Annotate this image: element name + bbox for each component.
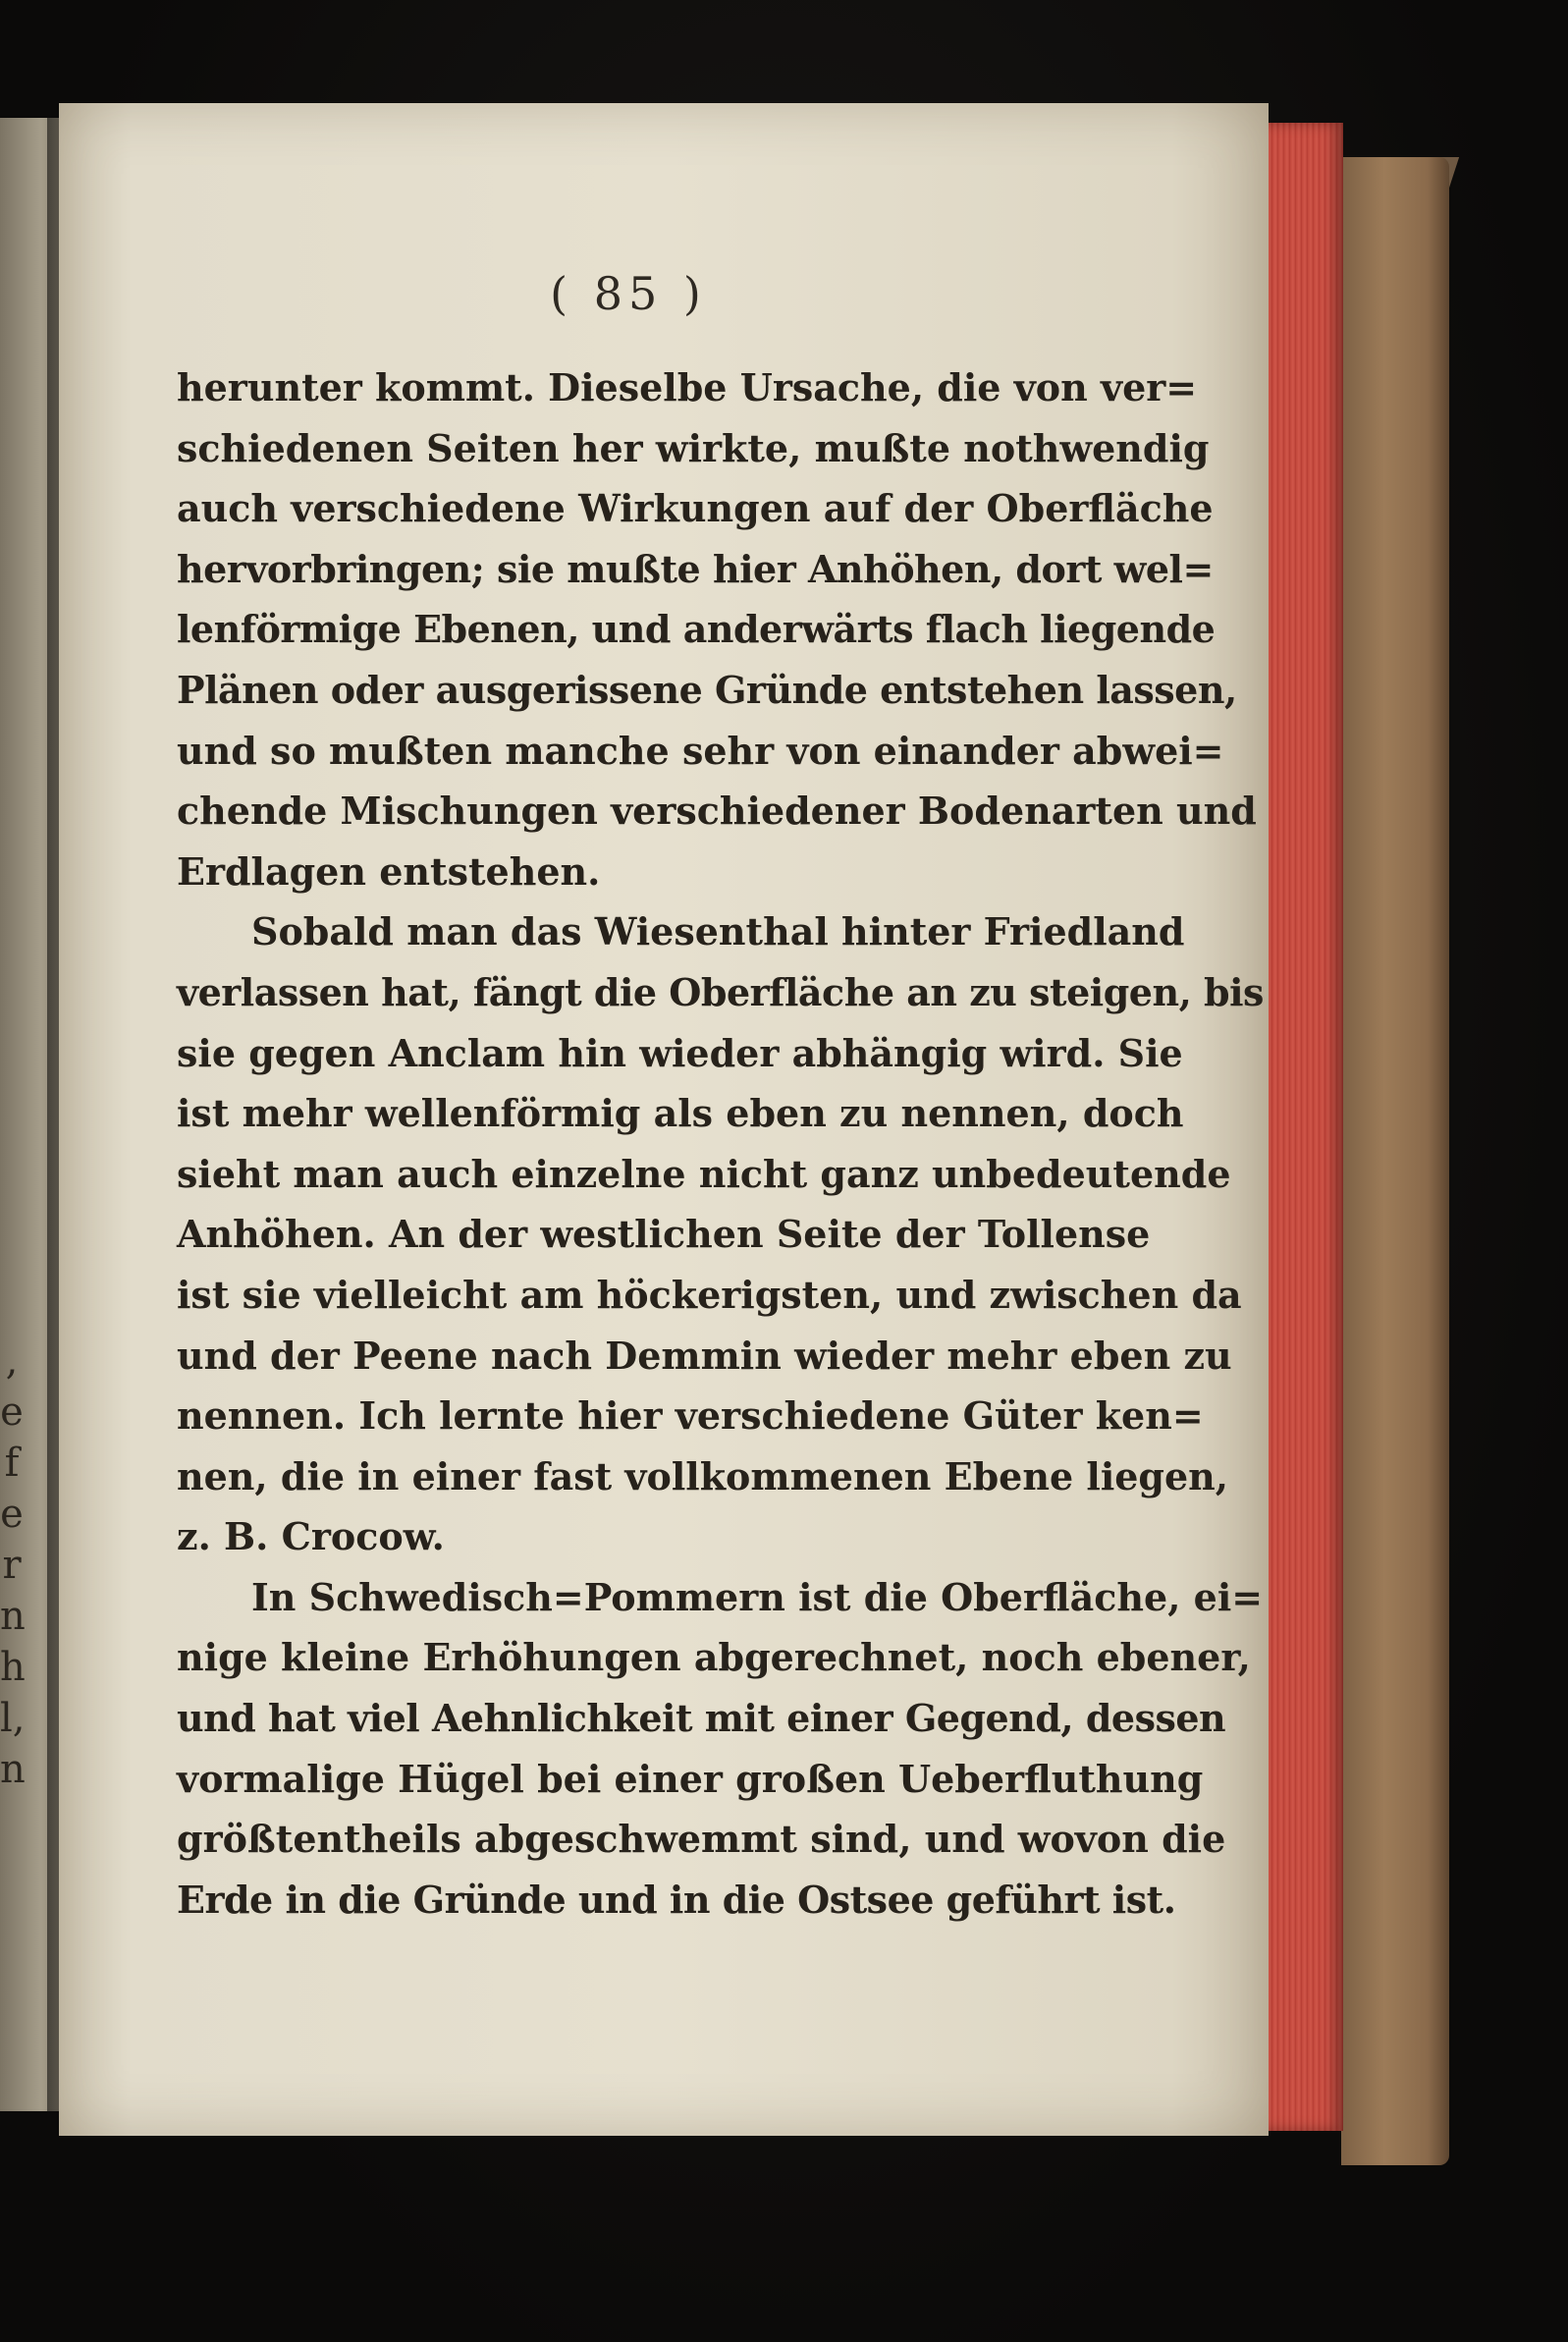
page-number: ( 85 ) — [550, 267, 707, 320]
text-line: und so mußten manche sehr von einander abwei= — [177, 728, 1224, 773]
text-line: hervorbringen; sie mußte hier Anhöhen, dort wel= — [177, 546, 1214, 591]
text-line: nennen. Ich lernte hier verschiedene Güter ken= — [177, 1393, 1204, 1439]
left-glyph: , — [5, 1338, 19, 1384]
text-line: nen, die in einer fast vollkommenen Ebene liegen, — [177, 1453, 1229, 1498]
left-glyph: l, — [0, 1696, 26, 1741]
text-line: lenförmige Ebenen, und anderwärts flach liegende — [177, 607, 1216, 652]
text-line: Sobald man das Wiesenthal hinter Friedland — [251, 909, 1185, 954]
red-page-edges — [1267, 123, 1343, 2131]
left-glyph: e — [0, 1492, 24, 1537]
text-line: und hat viel Aehnlichkeit mit einer Gegend, dessen — [177, 1696, 1226, 1741]
text-line: auch verschiedene Wirkungen auf der Oberfläche — [177, 486, 1214, 531]
leather-binding — [1341, 157, 1449, 2165]
text-line: verlassen hat, fängt die Oberfläche an zu steigen, bis — [177, 969, 1264, 1014]
text-line: Erde in die Gründe und in die Ostsee geführt ist. — [177, 1877, 1176, 1922]
text-line: herunter kommt. Dieselbe Ursache, die von ver= — [177, 365, 1198, 409]
text-line: Erdlagen entstehen. — [177, 848, 601, 894]
left-glyph: h — [0, 1645, 26, 1690]
text-line: ist sie vielleicht am höckerigsten, und zwischen da — [177, 1272, 1242, 1317]
text-line: Plänen oder ausgerissene Gründe entstehen lassen, — [177, 667, 1237, 712]
text-line: sieht man auch einzelne nicht ganz unbedeutende — [177, 1151, 1231, 1196]
text-line: größtentheils abgeschwemmt sind, und wovon die — [177, 1817, 1226, 1862]
text-line: Anhöhen. An der westlichen Seite der Tollense — [177, 1212, 1151, 1257]
left-glyph: e — [0, 1389, 24, 1435]
left-glyph: f — [4, 1441, 20, 1486]
text-line: z. B. Crocow. — [177, 1514, 445, 1559]
left-glyph: n — [0, 1747, 26, 1792]
text-line: schiedenen Seiten her wirkte, mußte nothwendig — [177, 425, 1210, 470]
left-glyph: n — [0, 1594, 26, 1639]
text-line: nige kleine Erhöhungen abgerechnet, noch ebener, — [177, 1635, 1251, 1680]
text-line: vormalige Hügel bei einer großen Ueberfluthung — [177, 1756, 1204, 1801]
text-line: chende Mischungen verschiedener Bodenarten und — [177, 789, 1257, 834]
text-line: sie gegen Anclam hin wieder abhängig wird. Sie — [177, 1030, 1183, 1075]
previous-page-glyphs — [0, 1335, 24, 1795]
text-line: In Schwedisch=Pommern ist die Oberfläche, ei= — [251, 1574, 1264, 1619]
left-glyph: r — [2, 1543, 22, 1588]
body-text — [177, 357, 1264, 1930]
text-line: ist mehr wellenförmig als eben zu nennen, doch — [177, 1091, 1184, 1136]
text-line: und der Peene nach Demmin wieder mehr eben zu — [177, 1333, 1232, 1378]
